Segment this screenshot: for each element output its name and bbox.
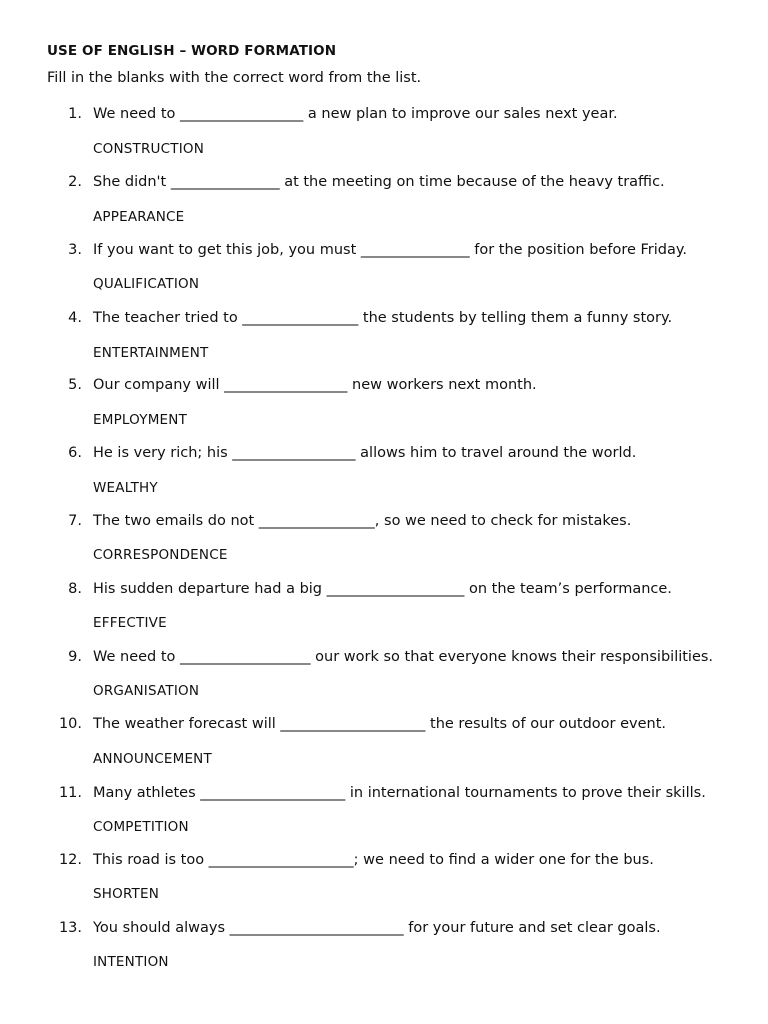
question-root-word: CORRESPONDENCE	[93, 547, 228, 563]
question-item	[0, 242, 768, 292]
question-item	[0, 785, 768, 835]
question-number: 1.	[68, 106, 82, 122]
question-item	[0, 716, 768, 767]
question-root-word: APPEARANCE	[93, 209, 185, 225]
worksheet-instructions: Fill in the blanks with the correct word from the list.	[47, 70, 422, 86]
question-sentence: You should always ________________________ for your future and set clear goals.	[93, 920, 661, 936]
question-sentence: Our company will _________________ new workers next month.	[93, 377, 537, 393]
question-item	[0, 649, 768, 699]
question-root-word: CONSTRUCTION	[93, 141, 205, 157]
question-number: 8.	[68, 581, 82, 597]
question-sentence: The teacher tried to ________________ the students by telling them a funny story.	[93, 310, 673, 326]
question-sentence: The two emails do not ________________, so we need to check for mistakes.	[93, 513, 632, 529]
question-number: 3.	[68, 242, 82, 258]
question-number: 10.	[58, 716, 82, 732]
question-sentence: He is very rich; his _________________ allows him to travel around the world.	[93, 445, 637, 461]
question-sentence: She didn't _______________ at the meeting on time because of the heavy traffic.	[93, 174, 665, 190]
question-item	[0, 852, 768, 902]
question-item	[0, 174, 768, 225]
question-root-word: EFFECTIVE	[93, 615, 167, 631]
question-item	[0, 513, 768, 563]
question-number: 2.	[68, 174, 82, 190]
question-number: 6.	[68, 445, 82, 461]
question-item	[0, 581, 768, 631]
question-root-word: COMPETITION	[93, 819, 189, 835]
question-number: 12.	[58, 852, 82, 868]
question-number: 5.	[68, 377, 82, 393]
question-number: 11.	[58, 785, 82, 801]
question-number: 9.	[68, 649, 82, 665]
question-sentence: His sudden departure had a big ___________________ on the team’s performance.	[93, 581, 672, 597]
worksheet-title: USE OF ENGLISH – WORD FORMATION	[47, 43, 337, 59]
question-sentence: This road is too ____________________; we need to find a wider one for the bus.	[93, 852, 654, 868]
question-sentence: We need to _________________ a new plan to improve our sales next year.	[93, 106, 618, 122]
question-item	[0, 445, 768, 496]
question-root-word: WEALTHY	[93, 480, 158, 496]
question-root-word: ANNOUNCEMENT	[93, 751, 212, 767]
question-root-word: QUALIFICATION	[93, 276, 200, 292]
question-sentence: The weather forecast will ____________________ the results of our outdoor event.	[93, 716, 666, 732]
question-number: 7.	[68, 513, 82, 529]
question-item	[0, 310, 768, 361]
question-item	[0, 920, 768, 970]
question-number: 4.	[68, 310, 82, 326]
question-sentence: If you want to get this job, you must _______________ for the position before Friday.	[93, 242, 687, 258]
question-root-word: SHORTEN	[93, 886, 160, 902]
question-root-word: EMPLOYMENT	[93, 412, 188, 428]
question-number: 13.	[58, 920, 82, 936]
question-sentence: Many athletes ____________________ in international tournaments to prove their skills.	[93, 785, 706, 801]
question-item	[0, 106, 768, 157]
question-sentence: We need to __________________ our work so that everyone knows their responsibilities.	[93, 649, 714, 665]
question-item	[0, 377, 768, 428]
question-root-word: INTENTION	[93, 954, 169, 970]
question-root-word: ORGANISATION	[93, 683, 200, 699]
question-root-word: ENTERTAINMENT	[93, 345, 209, 361]
